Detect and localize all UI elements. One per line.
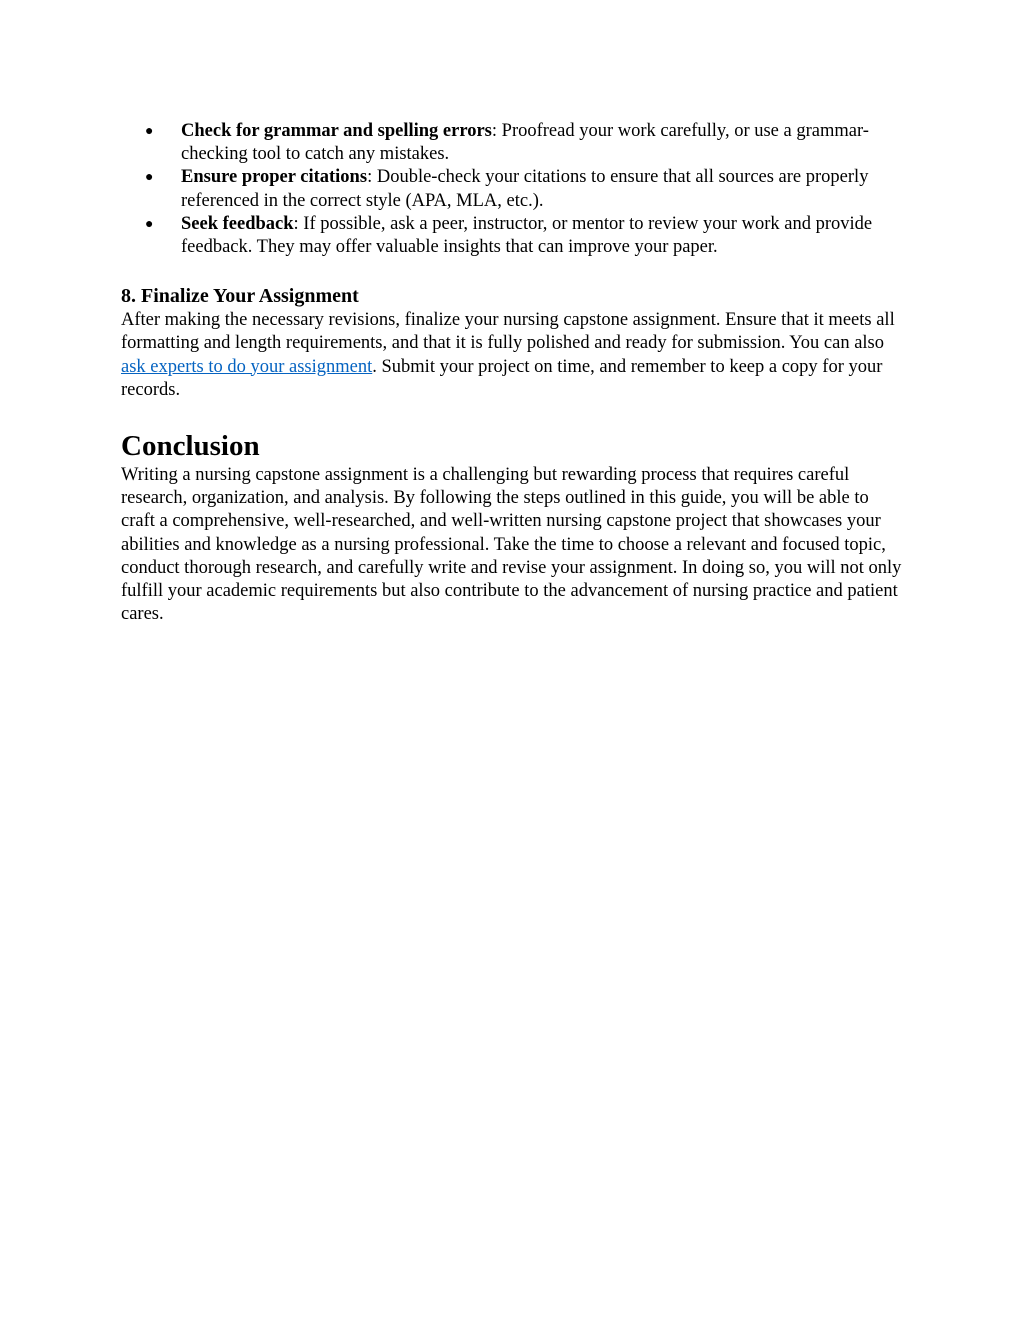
list-item	[121, 213, 906, 259]
list-item-title: Ensure proper citations	[181, 167, 368, 188]
list-item-text: : If possible, ask a peer, instructor, or mentor to review your work and provide feedback. They may offer valuable insights that can improve your paper.	[181, 213, 873, 258]
list-item	[121, 120, 906, 166]
bullet-icon: ●	[145, 216, 154, 232]
list-item-title: Check for grammar and spelling errors	[181, 121, 492, 141]
bullet-icon: ●	[145, 170, 154, 186]
section-heading: 8. Finalize Your Assignment	[121, 285, 359, 308]
bullet-icon: ●	[145, 124, 154, 139]
paragraph-text: After making the necessary revisions, finalize your nursing capstone assignment. Ensure that it meets all formatting and length requirements, and that it is fully polished and ready for submission. You can also	[121, 310, 895, 354]
conclusion-heading: Conclusion	[121, 430, 260, 463]
list-item-text: : Double-check your citations to ensure that all sources are properly referenced in the correct style (APA, MLA, etc.).	[181, 167, 869, 211]
section-paragraph	[121, 309, 906, 402]
list-item-text: : Proofread your work carefully, or use a grammar-checking tool to catch any mistakes.	[181, 121, 869, 165]
paragraph-text: . Submit your project on time, and remember to keep a copy for your records.	[121, 356, 883, 400]
document-page	[121, 120, 906, 626]
list-item	[121, 166, 906, 212]
experts-link[interactable]: ask experts to do your assignment	[121, 356, 373, 377]
tips-list	[121, 120, 906, 259]
list-item-title: Seek feedback	[181, 213, 294, 234]
conclusion-paragraph: Writing a nursing capstone assignment is a challenging but rewarding process that requires careful research, organization, and analysis. By following the steps outlined in this guide, you will be able to craft a comprehensive, well-researched, and well-written nursing capstone project that showcases your abilities and knowledge as a nursing professional. Take the time to choose a relevant and focused topic, conduct thorough research, and carefully write and revise your assignment. In doing so, you will not only fulfill your academic requirements but also contribute to the advancement of nursing practice and patient cares.	[121, 465, 902, 625]
